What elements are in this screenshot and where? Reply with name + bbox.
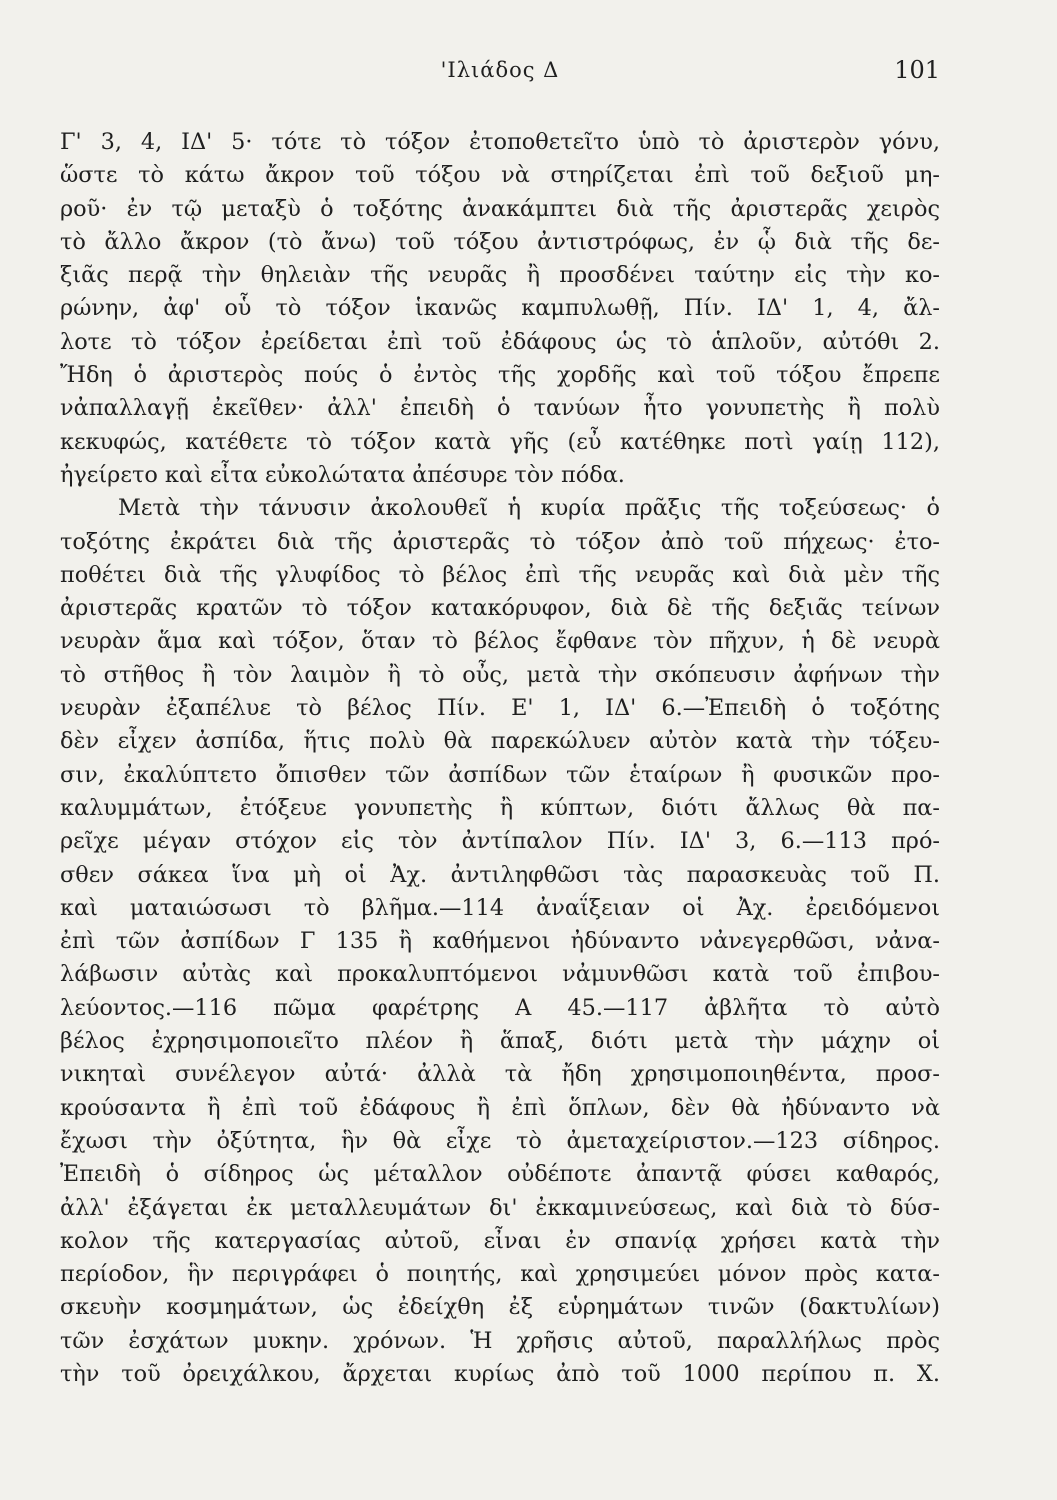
text-line: σθεν σάκεα ἵνα μὴ οἱ Ἀχ. ἀντιληφθῶσι τὰς παρασκευὰς τοῦ Π. <box>60 861 940 888</box>
text-line: καὶ ματαιώσωσι τὸ βλῆμα.—114 ἀναΐξειαν οἱ Ἀχ. ἐρειδόμενοι <box>60 894 940 921</box>
text-line: νευρὰν ἐξαπέλυε τὸ βέλος Πίν. Ε' 1, ΙΔ' 6.—Ἐπειδὴ ὁ τοξότης <box>60 695 940 722</box>
text-line: τῶν ἐσχάτων μυκην. χρόνων. Ἡ χρῆσις αὐτοῦ, παραλλήλως πρὸς <box>60 1327 940 1354</box>
text-line: τὴν τοῦ ὀρειχάλκου, ἄρχεται κυρίως ἀπὸ τοῦ 1000 περίπου π. Χ. <box>60 1360 940 1387</box>
text-line: τὸ στῆθος ἢ τὸν λαιμὸν ἢ τὸ οὖς, μετὰ τὴν σκόπευσιν ἀφήνων τὴν <box>60 661 940 688</box>
text-line: λάβωσιν αὐτὰς καὶ προκαλυπτόμενοι νἀμυνθῶσι κατὰ τοῦ ἐπιβου- <box>60 961 940 988</box>
commentary-text <box>60 126 940 1391</box>
text-line: λοτε τὸ τόξον ἐρείδεται ἐπὶ τοῦ ἐδάφους ὡς τὸ ἁπλοῦν, αὐτόθι 2. <box>60 328 940 355</box>
text-line: ρώνην, ἀφ' οὗ τὸ τόξον ἱκανῶς καμπυλωθῇ, Πίν. ΙΔ' 1, 4, ἄλ- <box>60 295 940 322</box>
text-line: ξιᾶς περᾷ τὴν θηλειὰν τῆς νευρᾶς ἢ προσδένει ταύτην εἰς τὴν κο- <box>60 262 940 289</box>
text-line: σκευὴν κοσμημάτων, ὡς ἐδείχθη ἐξ εὑρημάτων τινῶν (δακτυλίων) <box>60 1294 940 1321</box>
text-line: τοξότης ἐκράτει διὰ τῆς ἀριστερᾶς τὸ τόξον ἀπὸ τοῦ πήχεως· ἐτο- <box>60 528 940 555</box>
text-line: βέλος ἐχρησιμοποιεῖτο πλέον ἢ ἅπαξ, διότι μετὰ τὴν μάχην οἱ <box>60 1028 940 1055</box>
text-line: ὥστε τὸ κάτω ἄκρον τοῦ τόξου νὰ στηρίζεται ἐπὶ τοῦ δεξιοῦ μη- <box>60 162 940 189</box>
running-head <box>60 50 940 90</box>
page-number: 101 <box>894 56 940 84</box>
text-line: Ἐπειδὴ ὁ σίδηρος ὡς μέταλλον οὐδέποτε ἀπαντᾷ φύσει καθαρός, <box>60 1161 940 1188</box>
text-line: νευρὰν ἅμα καὶ τόξον, ὅταν τὸ βέλος ἔφθανε τὸν πῆχυν, ἡ δὲ νευρὰ <box>60 628 940 655</box>
text-line: ἐπὶ τῶν ἀσπίδων Γ 135 ἢ καθήμενοι ἠδύναντο νἀνεγερθῶσι, νἀνα- <box>60 928 940 955</box>
book-page <box>60 50 940 1460</box>
text-line: καλυμμάτων, ἐτόξευε γονυπετὴς ἢ κύπτων, διότι ἄλλως θὰ πα- <box>60 794 940 821</box>
text-line: νικηταὶ συνέλεγον αὐτά· ἀλλὰ τὰ ἤδη χρησιμοποιηθέντα, προσ- <box>60 1061 940 1088</box>
text-line: ἀριστερᾶς κρατῶν τὸ τόξον κατακόρυφον, διὰ δὲ τῆς δεξιᾶς τείνων <box>60 595 940 622</box>
text-line: κολον τῆς κατεργασίας αὐτοῦ, εἶναι ἐν σπανίᾳ χρήσει κατὰ τὴν <box>60 1227 940 1254</box>
text-line: ἠγείρετο καὶ εἶτα εὐκολώτατα ἀπέσυρε τὸν πόδα. <box>60 461 625 488</box>
running-title: 'Ιλιάδος Δ <box>440 58 560 82</box>
text-line: ποθέτει διὰ τῆς γλυφίδος τὸ βέλος ἐπὶ τῆς νευρᾶς καὶ διὰ μὲν τῆς <box>60 561 940 588</box>
text-line: ἀλλ' ἐξάγεται ἐκ μεταλλευμάτων δι' ἐκκαμινεύσεως, καὶ διὰ τὸ δύσ- <box>60 1194 940 1221</box>
text-line: νἀπαλλαγῇ ἐκεῖθεν· ἀλλ' ἐπειδὴ ὁ τανύων ἦτο γονυπετὴς ἢ πολὺ <box>60 395 940 422</box>
text-line: Μετὰ τὴν τάνυσιν ἀκολουθεῖ ἡ κυρία πρᾶξις τῆς τοξεύσεως· ὁ <box>118 495 940 522</box>
text-line: ἔχωσι τὴν ὀξύτητα, ἣν θὰ εἶχε τὸ ἀμεταχείριστον.—123 σίδηρος. <box>60 1127 940 1154</box>
text-line: ρεῖχε μέγαν στόχον εἰς τὸν ἀντίπαλον Πίν. ΙΔ' 3, 6.—113 πρό- <box>60 828 940 855</box>
text-line: περίοδον, ἣν περιγράφει ὁ ποιητής, καὶ χρησιμεύει μόνον πρὸς κατα- <box>60 1261 940 1288</box>
text-line: λεύοντος.—116 πῶμα φαρέτρης Α 45.—117 ἀβλῆτα τὸ αὐτὸ <box>60 994 940 1021</box>
text-line: κρούσαντα ἢ ἐπὶ τοῦ ἐδάφους ἢ ἐπὶ ὅπλων, δὲν θὰ ἠδύναντο νὰ <box>60 1094 940 1121</box>
text-line: ροῦ· ἐν τῷ μεταξὺ ὁ τοξότης ἀνακάμπτει διὰ τῆς ἀριστερᾶς χειρὸς <box>60 195 940 222</box>
text-line: τὸ ἄλλο ἄκρον (τὸ ἄνω) τοῦ τόξου ἀντιστρόφως, ἐν ᾧ διὰ τῆς δε- <box>60 228 940 255</box>
text-line: σιν, ἐκαλύπτετο ὄπισθεν τῶν ἀσπίδων τῶν ἑταίρων ἢ φυσικῶν προ- <box>60 761 940 788</box>
text-line: δὲν εἶχεν ἀσπίδα, ἥτις πολὺ θὰ παρεκώλυεν αὐτὸν κατὰ τὴν τόξευ- <box>60 728 940 755</box>
text-line: Ἤδη ὁ ἀριστερὸς πούς ὁ ἐντὸς τῆς χορδῆς καὶ τοῦ τόξου ἔπρεπε <box>60 362 940 389</box>
text-line: Γ' 3, 4, ΙΔ' 5· τότε τὸ τόξον ἐτοποθετεῖτο ὑπὸ τὸ ἀριστερὸν γόνυ, <box>60 129 940 155</box>
text-line: κεκυφώς, κατέθετε τὸ τόξον κατὰ γῆς (εὖ κατέθηκε ποτὶ γαίῃ 112), <box>60 428 940 455</box>
